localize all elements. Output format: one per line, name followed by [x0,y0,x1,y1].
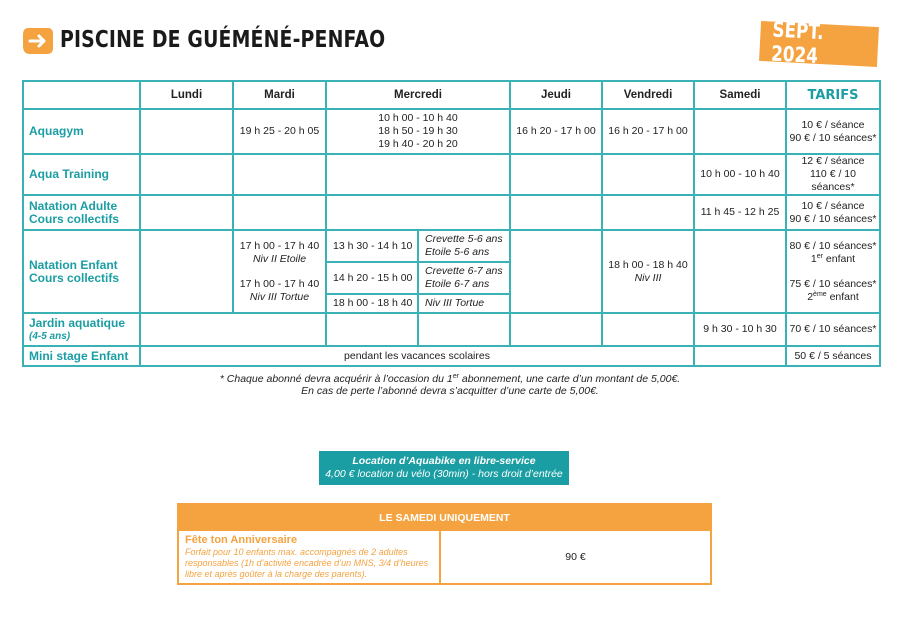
activity-natation-enfant [23,230,140,313]
level-label: Niv II Etoile [252,252,307,265]
activity-label-line: Natation Enfant [29,257,118,272]
time-slot: 17 h 00 - 17 h 40 [239,239,320,252]
level-label: Niv III [634,271,662,284]
aquagym-tarif [786,109,880,154]
ordinal-word: enfant [826,290,859,303]
mercredi-slot-time: 18 h 00 - 18 h 40 [326,294,418,313]
ordinal-word: enfant [822,252,856,265]
mercredi-slot-level [418,262,510,294]
cell-empty [694,346,786,366]
activity-label-line: Natation Adulte [29,198,118,213]
level-label: Crevette 5-6 ans [425,233,503,245]
footnote-text: * Chaque abonné devra acquérir à l’occasion du 1 [219,373,453,385]
price-qualifier [789,253,877,266]
cell-empty [140,154,233,195]
level-label: Etoile 6-7 ans [425,278,490,290]
time-slot: 19 h 40 - 20 h 20 [378,138,458,150]
natation-adulte-tarif [786,195,880,230]
birthday-title: Fête ton Anniversaire [185,534,298,546]
cell-empty [326,313,418,346]
activity-label-line: Cours collectifs [29,270,120,285]
price-line: 12 € / séance [801,155,865,167]
arrow-right-icon [22,26,54,56]
day-header-mardi: Mardi [233,81,326,109]
aquabike-detail: 4,00 € location du vélo (30min) - hors droit d’entrée [325,468,563,480]
cell-empty [418,313,510,346]
aquagym-vendredi: 16 h 20 - 17 h 00 [602,109,694,154]
cell-empty [602,313,694,346]
jardin-samedi: 9 h 30 - 10 h 30 [694,313,786,346]
price-line: 75 € / 10 séances* [789,277,877,290]
activity-jardin-aquatique [23,313,140,346]
activity-aquagym: Aquagym [23,109,140,154]
footnote-line-2: En cas de perte l’abonné devra s’acquitter d’une carte de 5,00€. [301,385,599,397]
spacer [789,266,877,278]
aqua-training-tarif [786,154,880,195]
cell-empty [602,195,694,230]
mercredi-slot-time: 14 h 20 - 15 h 00 [326,262,418,294]
ordinal-number: 1 [810,252,817,265]
cell-empty [140,195,233,230]
month-badge-label: SEPT. 2024 [770,17,825,68]
price-line: 10 € / séance [801,118,865,131]
table-row [23,230,880,262]
month-badge [759,17,879,68]
time-slot: 17 h 00 - 17 h 40 [239,277,320,290]
aquagym-mercredi [326,109,510,154]
cell-empty [510,230,602,313]
page-title: PISCINE DE GUÉMÉNÉ-PENFAO [60,27,386,53]
natation-adulte-samedi: 11 h 45 - 12 h 25 [694,195,786,230]
footnote-line-1 [0,373,900,385]
activity-aqua-training: Aqua Training [23,154,140,195]
natation-enfant-mardi [233,230,326,313]
cell-empty [326,154,510,195]
footnote-sup: er [452,373,459,380]
price-line: 90 € / 10 séances* [789,212,877,225]
cell-empty [694,230,786,313]
ordinal-suffix: ème [813,290,827,298]
aquagym-jeudi: 16 h 20 - 17 h 00 [510,109,602,154]
time-slot: 18 h 00 - 18 h 40 [608,258,688,271]
birthday-description-cell [179,531,441,583]
cell-empty [140,109,233,154]
birthday-body [179,531,710,583]
price-line: 90 € / 10 séances* [789,131,877,144]
mini-stage-period: pendant les vacances scolaires [140,346,694,366]
birthday-header: LE SAMEDI UNIQUEMENT [179,505,710,531]
jardin-tarif: 70 € / 10 séances* [786,313,880,346]
cell-empty [140,313,326,346]
cell-empty [694,109,786,154]
birthday-description: Forfait pour 10 enfants max. accompagnés de 2 adultes responsables (1h d’activité encadrée d’un MNS, 3/4 d’heures libre et après goûter à la charge des parents). [185,547,429,579]
price-line: 110 € / 10 séances* [810,168,856,193]
level-label: Crevette 6-7 ans [425,265,503,277]
cell-empty [233,195,326,230]
ordinal-suffix: er [816,252,823,260]
day-header-vendredi: Vendredi [602,81,694,109]
day-header-samedi: Samedi [694,81,786,109]
table-header-row [23,81,880,109]
cell-empty [510,313,602,346]
day-header-jeudi: Jeudi [510,81,602,109]
tarifs-header: TARIFS [786,81,880,109]
cell-empty [140,230,233,313]
table-row [23,346,880,366]
price-line: 80 € / 10 séances* [789,239,877,252]
level-label: Etoile 5-6 ans [425,246,490,258]
cell-empty [326,195,510,230]
price-line: 10 € / séance [801,199,865,212]
natation-enfant-vendredi [602,230,694,313]
activity-label-line: Jardin aquatique [29,315,126,330]
cell-empty [510,154,602,195]
schedule-table [22,80,881,367]
time-slot: 18 h 50 - 19 h 30 [378,125,458,137]
birthday-price: 90 € [565,551,586,563]
cell-empty [510,195,602,230]
aquagym-mardi: 19 h 25 - 20 h 05 [233,109,326,154]
aqua-training-samedi: 10 h 00 - 10 h 40 [694,154,786,195]
activity-sublabel: (4-5 ans) [29,330,71,342]
aquabike-box [319,451,569,485]
table-row [23,195,880,230]
table-row [23,154,880,195]
aquabike-title: Location d’Aquabike en libre-service [352,455,536,467]
day-header-lundi: Lundi [140,81,233,109]
level-label: Niv III Tortue [249,290,310,303]
natation-enfant-tarif [786,230,880,313]
footnote [0,373,900,397]
mini-stage-tarif: 50 € / 5 séances [786,346,880,366]
table-row [23,109,880,154]
footnote-text: abonnement, une carte d’un montant de 5,00€. [458,373,681,385]
table-row [23,313,880,346]
cell-empty [602,154,694,195]
day-header-mercredi: Mercredi [326,81,510,109]
mercredi-slot-level: Niv III Tortue [418,294,510,313]
corner-cell [23,81,140,109]
activity-label-line: Cours collectifs [29,211,120,226]
birthday-box [177,503,712,585]
mercredi-slot-time: 13 h 30 - 14 h 10 [326,230,418,262]
ordinal-number: 2 [807,290,814,303]
price-qualifier [789,291,877,304]
mercredi-slot-level [418,230,510,262]
spacer [236,266,323,278]
activity-mini-stage: Mini stage Enfant [23,346,140,366]
cell-empty [233,154,326,195]
activity-natation-adulte [23,195,140,230]
time-slot: 10 h 00 - 10 h 40 [378,112,458,124]
